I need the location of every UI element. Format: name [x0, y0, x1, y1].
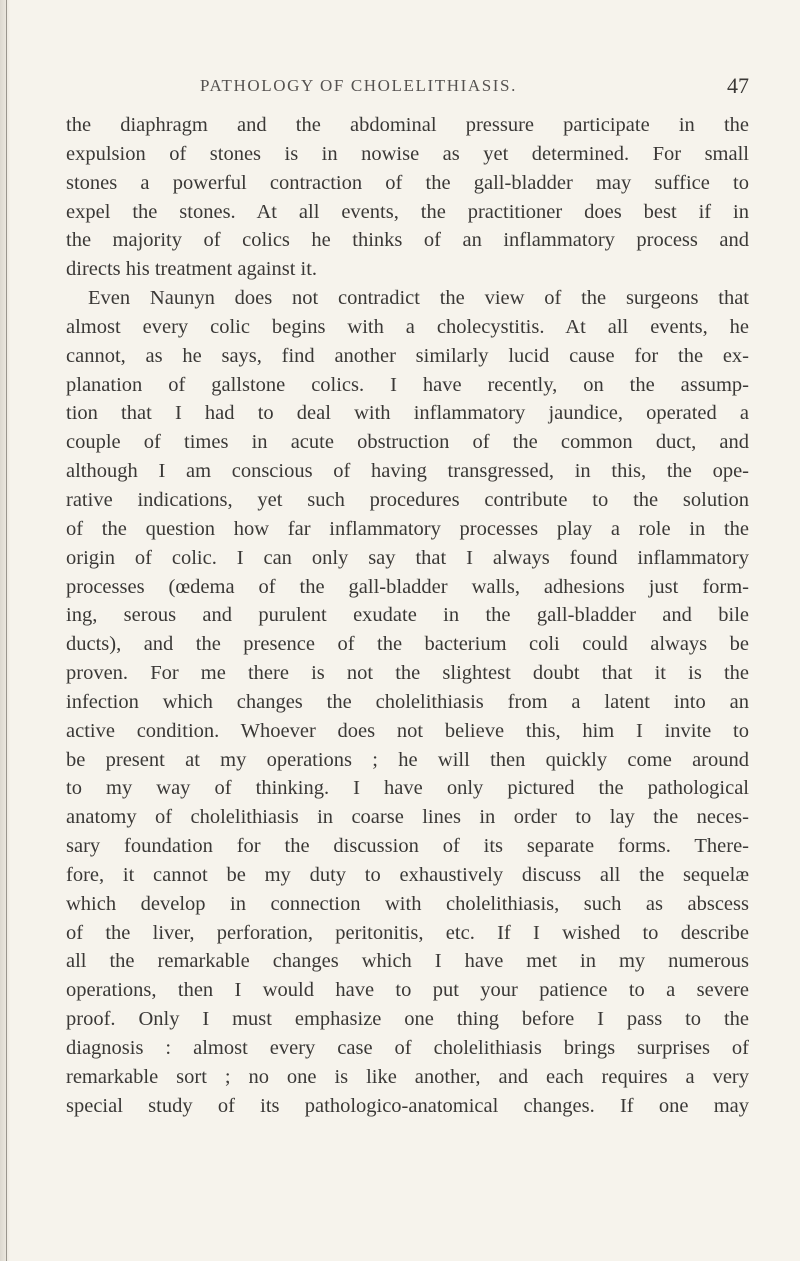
text-line: stones a powerful contraction of the gall-bladder may suffice to — [66, 171, 749, 194]
text-line: special study of its pathologico-anatomical changes. If one may — [66, 1094, 749, 1117]
text-line: to my way of thinking. I have only pictured the pathological — [66, 777, 749, 800]
text-line: expel the stones. At all events, the practitioner does best if in — [66, 200, 749, 223]
running-title: PATHOLOGY OF CHOLELITHIASIS. — [200, 76, 517, 95]
text-line: cannot, as he says, find another similarly lucid cause for the ex- — [66, 344, 749, 367]
text-line: ducts), and the presence of the bacterium coli could always be — [66, 633, 749, 656]
text-line: although I am conscious of having transgressed, in this, the ope- — [66, 460, 749, 483]
text-line: diagnosis : almost every case of cholelithiasis brings surprises of — [66, 1037, 749, 1059]
text-line: of the liver, perforation, peritonitis, etc. If I wished to describe — [66, 921, 749, 944]
text-line: all the remarkable changes which I have met in my numerous — [66, 950, 749, 973]
text-line: expulsion of stones is in nowise as yet determined. For small — [66, 142, 749, 165]
text-line: couple of times in acute obstruction of the common duct, and — [66, 431, 749, 454]
running-head — [66, 73, 749, 104]
text-line: Even Naunyn does not contradict the view of the surgeons that — [88, 287, 749, 310]
text-line: processes (œdema of the gall-bladder walls, adhesions just form- — [66, 575, 749, 598]
text-line: sary foundation for the discussion of its separate forms. There- — [66, 835, 749, 858]
text-line: active condition. Whoever does not believe this, him I invite to — [66, 719, 749, 742]
text-line: operations, then I would have to put your patience to a severe — [66, 979, 749, 1002]
text-line: directs his treatment against it. — [66, 258, 318, 281]
text-line: be present at my operations ; he will then quickly come around — [66, 748, 749, 771]
page-number: 47 — [727, 73, 749, 98]
text-line: almost every colic begins with a cholecystitis. At all events, he — [66, 315, 749, 338]
text-line: tion that I had to deal with inflammatory jaundice, operated a — [66, 402, 749, 425]
text-line: which develop in connection with cholelithiasis, such as abscess — [66, 892, 749, 915]
text-line: of the question how far inflammatory processes play a role in the — [66, 517, 749, 540]
text-line: anatomy of cholelithiasis in coarse lines in order to lay the neces- — [66, 806, 749, 829]
body-text — [66, 111, 749, 1121]
text-line: origin of colic. I can only say that I always found inflammatory — [66, 546, 749, 569]
text-line: proof. Only I must emphasize one thing before I pass to the — [66, 1008, 749, 1031]
text-line: ing, serous and purulent exudate in the gall-bladder and bile — [66, 604, 749, 627]
text-line: proven. For me there is not the slightest doubt that it is the — [66, 662, 749, 685]
text-line: the diaphragm and the abdominal pressure participate in the — [66, 114, 749, 136]
text-line: rative indications, yet such procedures contribute to the solution — [66, 488, 749, 511]
text-line: fore, it cannot be my duty to exhaustively discuss all the sequelæ — [66, 863, 749, 886]
text-line: remarkable sort ; no one is like another, and each requires a very — [66, 1065, 749, 1088]
text-line: planation of gallstone colics. I have recently, on the assump- — [66, 373, 749, 396]
page-gutter-shadow — [0, 0, 10, 1261]
text-line: infection which changes the cholelithiasis from a latent into an — [66, 690, 749, 713]
text-line: the majority of colics he thinks of an inflammatory process and — [66, 229, 749, 252]
page-edge-rule — [6, 0, 7, 1261]
